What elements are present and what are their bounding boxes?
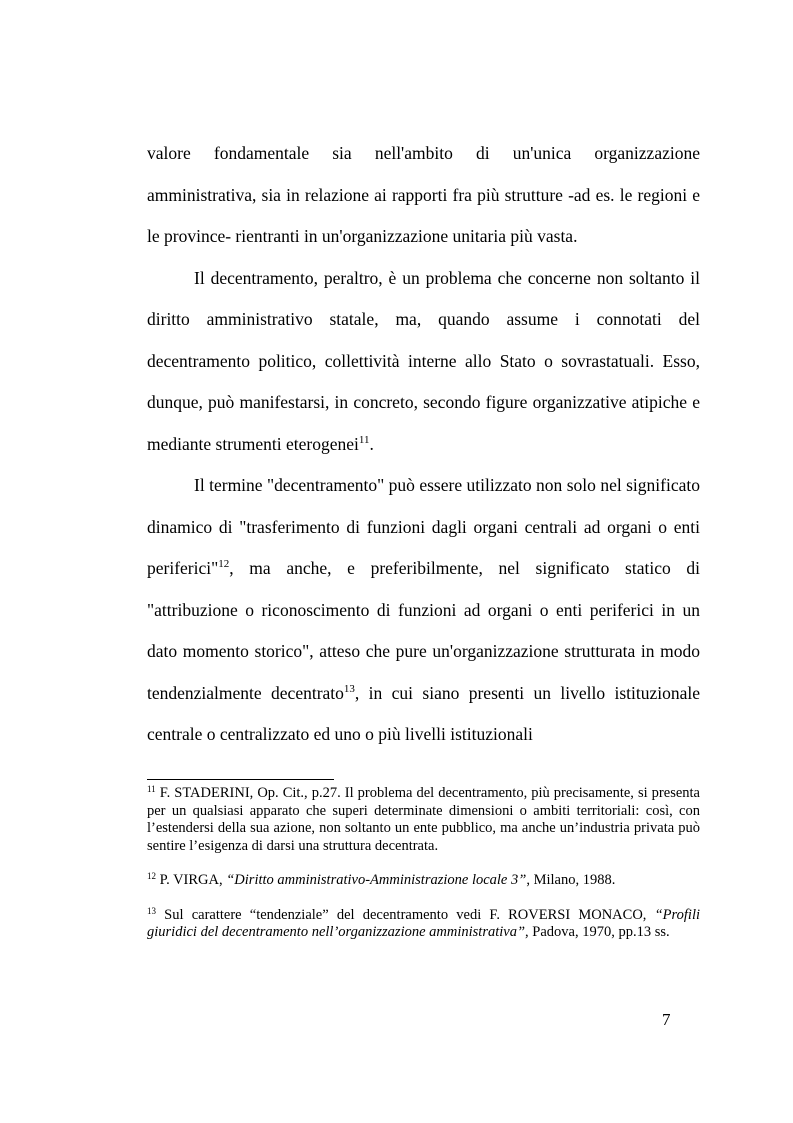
footnote-11 bbox=[147, 785, 700, 855]
footnote-11-text: F. STADERINI, Op. Cit., p.27. Il problema del decentramento, più precisamente, si presenta per un qualsiasi apparato che superi determinate dimensioni o ambiti territoriali: così, con l’estendersi della sua azione, non soltanto un ente pubblico, ma anche un’industria privata può sentire l’esigenza di darsi una struttura decentrata. bbox=[147, 785, 700, 854]
paragraph-decentramento-problema bbox=[147, 258, 700, 466]
footnote-ref-12[interactable]: 12 bbox=[218, 558, 230, 570]
footnote-12-pre: P. VIRGA, bbox=[156, 872, 227, 888]
footnote-12-title: “Diritto amministrativo-Amministrazione locale 3” bbox=[226, 872, 527, 888]
footnote-12 bbox=[147, 872, 700, 890]
footnote-number-13: 13 bbox=[147, 905, 156, 916]
footnote-number-12: 12 bbox=[147, 871, 156, 881]
footnote-number-11: 11 bbox=[147, 784, 156, 794]
footnote-ref-11[interactable]: 11 bbox=[358, 433, 370, 446]
paragraph-3-text-b: , ma anche, e preferibilmente, nel significato statico di "attribuzione o riconoscimento di funzioni ad organi o enti periferici in un dato momento storico", atteso che pure un'organizzazione strutturata in modo tendenzialmente decentrato bbox=[147, 558, 700, 703]
paragraph-continuation bbox=[147, 133, 700, 258]
footnotes bbox=[147, 785, 700, 942]
paragraph-1-text: valore fondamentale sia nell'ambito di un'unica organizzazione amministrativa, sia in relazione ai rapporti fra più strutture -ad es. le regioni e le province- rientranti in un'organizzazione unitaria più vasta. bbox=[147, 143, 700, 246]
footnote-ref-13[interactable]: 13 bbox=[343, 682, 355, 695]
footnote-13-title: “Profili giuridici del decentramento nell’organizzazione amministrativa” bbox=[147, 906, 700, 940]
paragraph-termine-decentramento bbox=[147, 465, 700, 756]
footnote-13-pre: Sul carattere “tendenziale” del decentramento vedi F. ROVERSI MONACO, bbox=[156, 906, 655, 923]
footnote-12-post: , Milano, 1988. bbox=[526, 872, 616, 888]
paragraph-3-text-c: , in cui siano presenti un livello istituzionale centrale o centralizzato ed uno o più livelli istituzionali bbox=[147, 682, 700, 744]
paragraph-3-text-a: Il termine "decentramento" può essere utilizzato non solo nel significato dinamico di "trasferimento di funzioni dagli organi centrali ad organi o enti periferici" bbox=[147, 475, 700, 578]
footnote-13-post: , Padova, 1970, pp.13 ss. bbox=[525, 924, 670, 940]
page-number: 7 bbox=[662, 1010, 671, 1029]
main-text bbox=[147, 133, 700, 756]
footnote-separator bbox=[147, 779, 334, 780]
paragraph-2-end: . bbox=[369, 433, 374, 454]
paragraph-2-text: Il decentramento, peraltro, è un problema che concerne non soltanto il diritto amministrativo statale, ma, quando assume i connotati del decentramento politico, collettività interne allo Stato o sovrastatuali. Esso, dunque, può manifestarsi, in concreto, secondo figure organizzative atipiche e mediante strumenti eterogenei bbox=[147, 267, 700, 454]
footnote-13 bbox=[147, 907, 700, 942]
